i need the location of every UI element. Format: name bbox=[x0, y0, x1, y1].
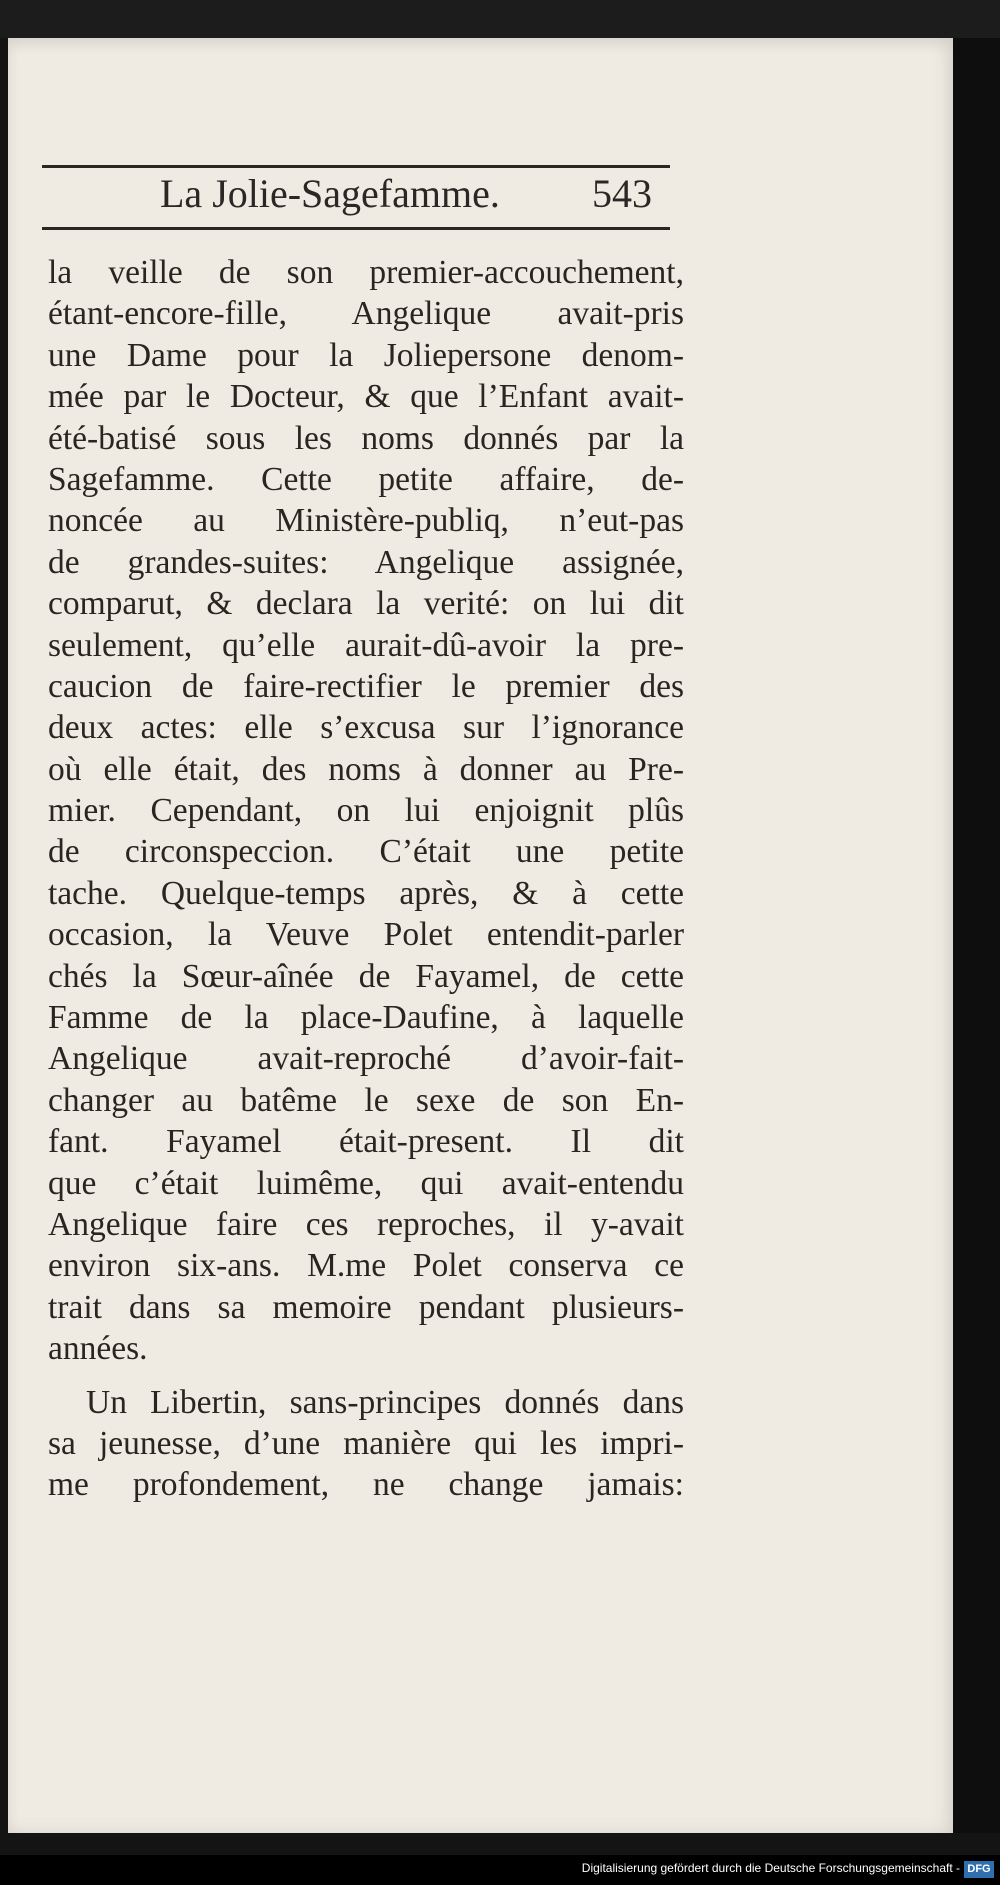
text-line: Angelique avait-reproché d’avoir-fait- bbox=[48, 1040, 684, 1078]
text-line: Famme de la place-Daufine, à laquelle bbox=[48, 999, 684, 1037]
text-line: noncée au Ministère-publiq, n’eut-pas bbox=[48, 502, 684, 540]
text-line: deux actes: elle s’excusa sur l’ignorance bbox=[48, 709, 684, 747]
text-line: tache. Quelque-temps après, & à cette bbox=[48, 874, 684, 912]
text-line: Un Libertin, sans-principes donnés dans bbox=[86, 1383, 684, 1421]
text-line: années. bbox=[48, 1330, 148, 1368]
page-number: 543 bbox=[592, 171, 652, 216]
text-line: Sagefamme. Cette petite affaire, de- bbox=[48, 460, 684, 498]
text-line: mée par le Docteur, & que l’Enfant avait- bbox=[48, 378, 684, 416]
header-rule-top bbox=[42, 165, 670, 168]
text-line: seulement, qu’elle aurait-dû-avoir la pre- bbox=[48, 626, 684, 664]
text-line: occasion, la Veuve Polet entendit-parler bbox=[48, 916, 684, 954]
digitization-footer bbox=[0, 1855, 1000, 1885]
text-line: de circonspeccion. C’était une petite bbox=[48, 833, 684, 871]
text-line: comparut, & declara la verité: on lui dit bbox=[48, 585, 684, 623]
footer-credit: Digitalisierung gefördert durch die Deutsche Forschungsgemeinschaft - bbox=[581, 1861, 960, 1875]
running-title: La Jolie-Sagefamme. bbox=[160, 171, 500, 216]
text-line: étant-encore-fille, Angelique avait-pris bbox=[48, 295, 684, 333]
scan-right-edge bbox=[953, 38, 1000, 1833]
text-line: trait dans sa memoire pendant plusieurs- bbox=[48, 1288, 684, 1326]
text-line: environ six-ans. M.me Polet conserva ce bbox=[48, 1247, 684, 1285]
scan-top-edge bbox=[0, 0, 1000, 38]
text-line: fant. Fayamel était-present. Il dit bbox=[48, 1123, 684, 1161]
text-line: la veille de son premier-accouchement, bbox=[48, 254, 684, 291]
text-line: mier. Cependant, on lui enjoignit plûs bbox=[48, 792, 684, 830]
text-line: caucion de faire-rectifier le premier des bbox=[48, 667, 684, 705]
text-line: sa jeunesse, d’une manière qui les impri- bbox=[48, 1424, 684, 1462]
text-line: me profondement, ne change jamais: bbox=[48, 1466, 684, 1504]
text-line: changer au batême le sexe de son En- bbox=[48, 1081, 684, 1119]
page-body bbox=[48, 252, 684, 1506]
text-line: que c’était luimême, qui avait-entendu bbox=[48, 1164, 684, 1202]
text-line: chés la Sœur-aînée de Fayamel, de cette bbox=[48, 957, 684, 995]
text-line: où elle était, des noms à donner au Pre- bbox=[48, 750, 684, 788]
dfg-logo: DFG bbox=[964, 1861, 994, 1878]
text-line: été-batisé sous les noms donnés par la bbox=[48, 419, 684, 457]
header-rule-bottom bbox=[42, 227, 670, 230]
text-line: Angelique faire ces reproches, il y-avait bbox=[48, 1205, 684, 1243]
text-line: de grandes-suites: Angelique assignée, bbox=[48, 543, 684, 581]
text-line: une Dame pour la Joliepersone denom- bbox=[48, 336, 684, 374]
